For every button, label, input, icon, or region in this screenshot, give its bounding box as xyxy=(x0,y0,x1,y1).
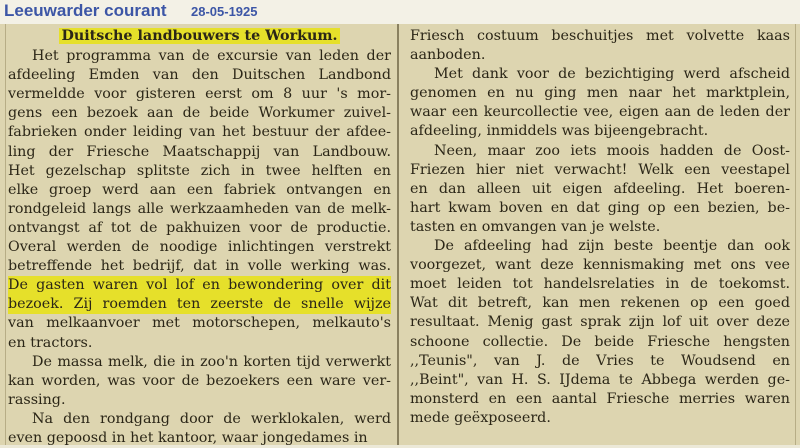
article-headline: Duitsche landbouwers te Workum. xyxy=(61,28,338,44)
article-line: ,,Beint", van H. S. IJdema te Abbega werden ge- xyxy=(410,371,790,388)
issue-date: 28-05-1925 xyxy=(191,4,258,19)
article-line: Met dank voor de bezichtiging werd afscheid xyxy=(434,66,790,83)
article-line: ontvangst af tot de pakhuizen voor de productie. xyxy=(8,219,391,236)
article-line: genomen en nu ging men naar het marktplein, xyxy=(410,85,790,102)
article-line: voorgezet, want deze kennismaking met ons vee xyxy=(410,257,790,274)
article-line: Wat dit betreft, kan men rekenen op een goed xyxy=(410,295,790,312)
article-line: en dan alleen uit eigen afdeeling. Het boeren- xyxy=(410,180,790,197)
masthead xyxy=(0,0,800,24)
column-divider xyxy=(397,24,399,445)
article-line: waar een keurcollectie vee, eigen aan de leden der xyxy=(410,104,790,121)
article-line: van melkaanvoer met motorschepen, melkauto's xyxy=(8,315,391,332)
article-line: rassing. xyxy=(8,391,66,408)
article-line: bezoek. Zij roemden ten zeerste de snelle wijze xyxy=(8,295,391,314)
article-line: fabrieken onder leiding van het bestuur der afdee- xyxy=(8,124,391,141)
article-line: afdeeling, inmiddels was bijeengebracht. xyxy=(410,123,709,140)
article-line: De massa melk, die in zoo'n korten tijd verwerkt xyxy=(32,353,391,370)
article-line: Neen, maar zoo iets moois hadden de Oost- xyxy=(434,142,790,159)
article-line: monsterd en een aantal Friesche merries waren xyxy=(410,390,790,407)
clipping-left-edge xyxy=(5,24,6,445)
article-line: moet leiden tot handelsrelaties in de toekomst. xyxy=(410,276,790,293)
article-column-left xyxy=(8,27,391,448)
article-line: Overal werden de noodige inlichtingen verstrekt xyxy=(8,239,391,256)
article-line: even gepoosd in het kantoor, waar jongedames in xyxy=(8,429,368,446)
article-line: kan worden, was voor de bezoekers een ware ver- xyxy=(8,372,391,389)
article-line: vermeldde voor gisteren eerst om 8 uur 's mor- xyxy=(8,86,391,103)
article-line: schoone collectie. De beide Friesche hengsten xyxy=(410,333,790,350)
article-line: Het gezelschap splitste zich in twee helften en xyxy=(8,162,391,179)
article-line: rondgeleid langs alle werkzaamheden van de melk- xyxy=(8,200,391,217)
article-line: betreffende het bedrijf, dat in volle werking was. xyxy=(8,258,391,275)
clipping-right-edge xyxy=(795,24,796,445)
article-line: Friesch costuum beschuitjes met volvette kaas xyxy=(410,28,790,44)
newspaper-name: Leeuwarder courant xyxy=(4,1,167,20)
article-line: De gasten waren vol lof en bewondering over dit xyxy=(8,276,391,295)
article-line: resultaat. Menig gast sprak zijn lof uit over deze xyxy=(410,314,790,331)
article-line: ,,Teunis", van J. de Vries te Woudsend en xyxy=(410,352,790,369)
article-line: ling der Friesche Maatschappij van Landbouw. xyxy=(8,143,391,160)
article-line: Friezen hier niet verwacht! Welk een veestapel xyxy=(410,161,790,178)
article-line: en tractors. xyxy=(8,334,93,351)
article-line: Na den rondgang door de werklokalen, werd xyxy=(32,410,391,427)
article-line: elke groep werd aan een fabriek ontvangen en xyxy=(8,181,391,198)
article-line: Het programma van de excursie van leden der xyxy=(32,48,391,65)
article-line: mede geëxposeerd. xyxy=(410,409,551,426)
article-line: De afdeeling had zijn beste beentje dan ook xyxy=(434,238,790,255)
article-line: afdeeling Emden van den Duitschen Landbond xyxy=(8,67,391,84)
article-line: hart kwam boven en dat ging op een bezien, be- xyxy=(410,199,790,216)
article-line: tasten en omvangen van je welste. xyxy=(410,218,661,235)
article-line: gens een bezoek aan de beide Workumer zuivel- xyxy=(8,105,391,122)
article-column-right xyxy=(410,27,790,428)
article-line: aanboden. xyxy=(410,47,486,64)
